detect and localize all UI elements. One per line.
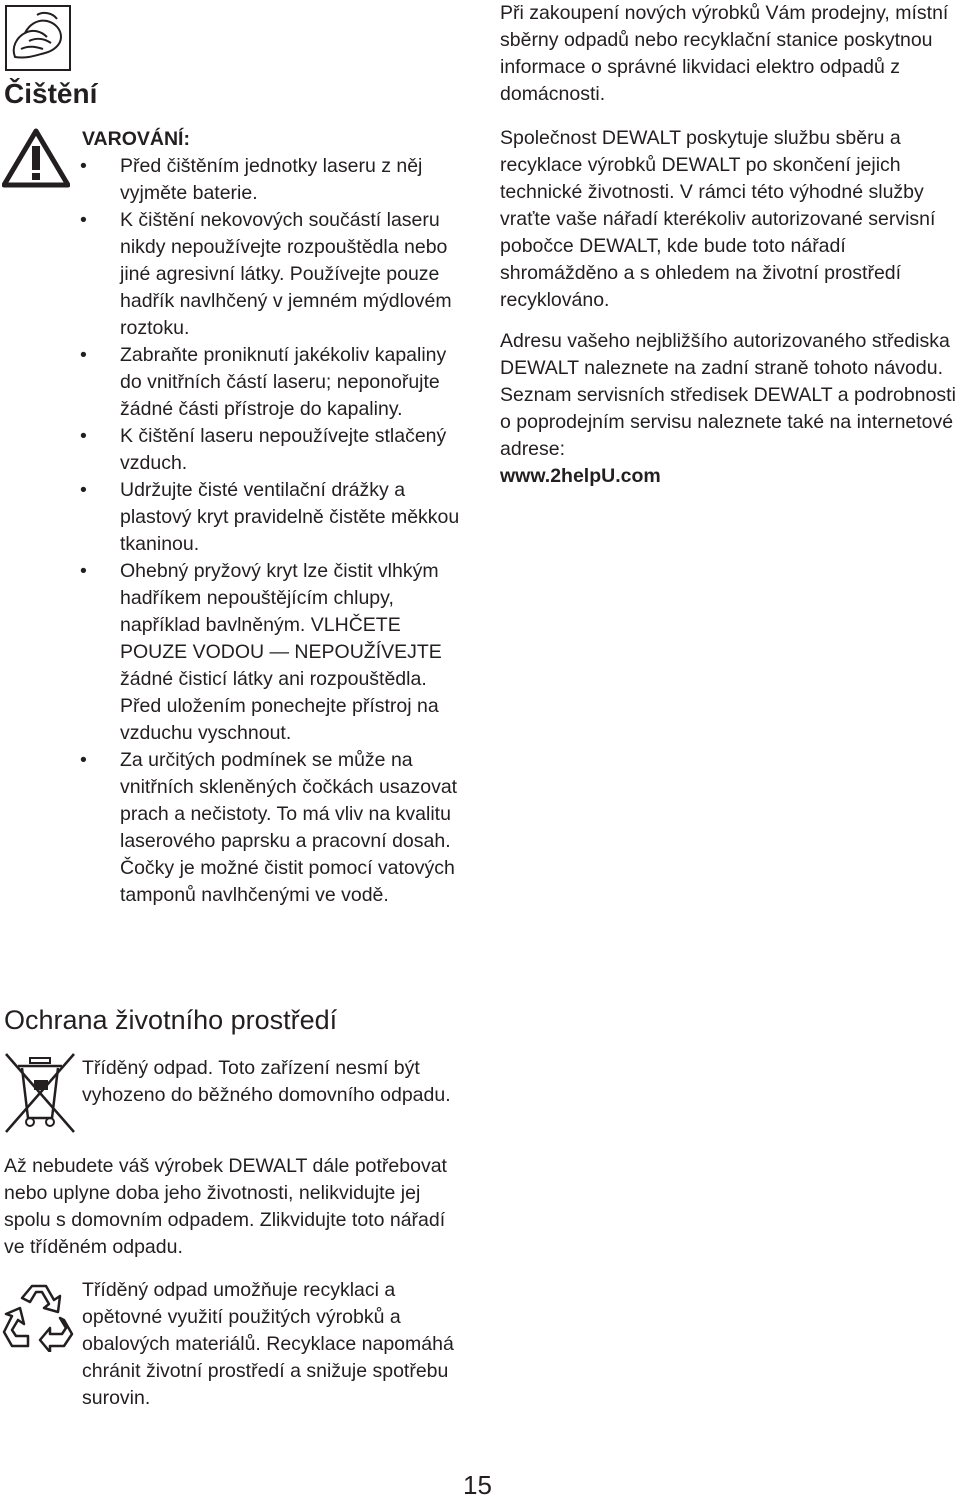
list-item: • Před čištěním jednotky laseru z něj vyjměte baterie. xyxy=(80,153,460,207)
recycling-icon xyxy=(2,1280,76,1352)
right-paragraph-2: Společnost DEWALT poskytuje službu sběru a recyklace výrobků DEWALT po skončení jejich technické životnosti. V rámci této výhodné služby vraťte vaše nářadí kterékoliv autorizované servisní pobočce DEWALT, kde bude toto nářadí shromážděno a s ohledem na životní prostředí recyklováno. xyxy=(500,127,936,311)
recycling-text: Tříděný odpad umožňuje recyklaci a opětovné využití použitých výrobků a obalových materiálů. Recyklace napomáhá chránit životní prostředí a snižuje spotřebu surovin. xyxy=(82,1279,454,1409)
service-url: www.2helpU.com xyxy=(500,465,661,487)
separate-collection-text: Tříděný odpad. Toto zařízení nesmí být vyhozeno do běžného domovního odpadu. xyxy=(82,1057,451,1106)
list-item: • Ohebný pryžový kryt lze čistit vlhkým hadříkem nepouštějícím chlupy, například bavlněným. VLHČETE POUZE VODOU — NEPOUŽÍVEJTE žádné čisticí látky ani rozpouštědla. Před uložením ponechejte přístroj na vzduchu vyschnout. xyxy=(80,558,460,747)
list-item: • Udržujte čisté ventilační drážky a plastový kryt pravidelně čistěte měkkou tkaninou. xyxy=(80,477,460,558)
list-item: • Za určitých podmínek se může na vnitřních skleněných čočkách usazovat prach a nečistoty. To má vliv na kvalitu laserového paprsku a pracovní dosah. Čočky je možné čistit pomocí vatových tamponů navlhčenými ve vodě. xyxy=(80,747,460,909)
list-item: • K čištění nekovových součástí laseru nikdy nepoužívejte rozpouštědla nebo jiné agresivní látky. Používejte pouze hadřík navlhčený v jemném mýdlovém roztoku. xyxy=(80,207,460,342)
cleaning-warning-list xyxy=(80,153,460,909)
list-item: • K čištění laseru nepoužívejte stlačený vzduch. xyxy=(80,423,460,477)
environment-heading: Ochrana životního prostředí xyxy=(4,1005,338,1035)
cleaning-heading: Čištění xyxy=(4,78,98,109)
disposal-text: Až nebudete váš výrobek DEWALT dále potřebovat nebo uplyne doba jeho životnosti, nelikvidujte jej spolu s domovním odpadem. Zlikvidujte toto nářadí ve tříděném odpadu. xyxy=(4,1155,447,1258)
crossed-bin-icon xyxy=(4,1052,76,1134)
right-paragraph-3: Adresu vašeho nejbližšího autorizovaného střediska DEWALT naleznete na zadní straně tohoto návodu. Seznam servisních středisek DEWALT a podrobnosti o poprodejním servisu naleznete také na internetové adrese: xyxy=(500,330,956,460)
warning-title: VAROVÁNÍ: xyxy=(82,128,190,150)
cleaning-hand-icon xyxy=(5,5,71,71)
warning-triangle-icon xyxy=(2,128,70,188)
right-paragraph-1: Při zakoupení nových výrobků Vám prodejny, místní sběrny odpadů nebo recyklační stanice poskytnou informace o správné likvidaci elektro odpadů z domácnosti. xyxy=(500,2,949,105)
page-number: 15 xyxy=(463,1470,492,1500)
list-item: • Zabraňte proniknutí jakékoliv kapaliny do vnitřních částí laseru; neponořujte žádné části přístroje do kapaliny. xyxy=(80,342,460,423)
